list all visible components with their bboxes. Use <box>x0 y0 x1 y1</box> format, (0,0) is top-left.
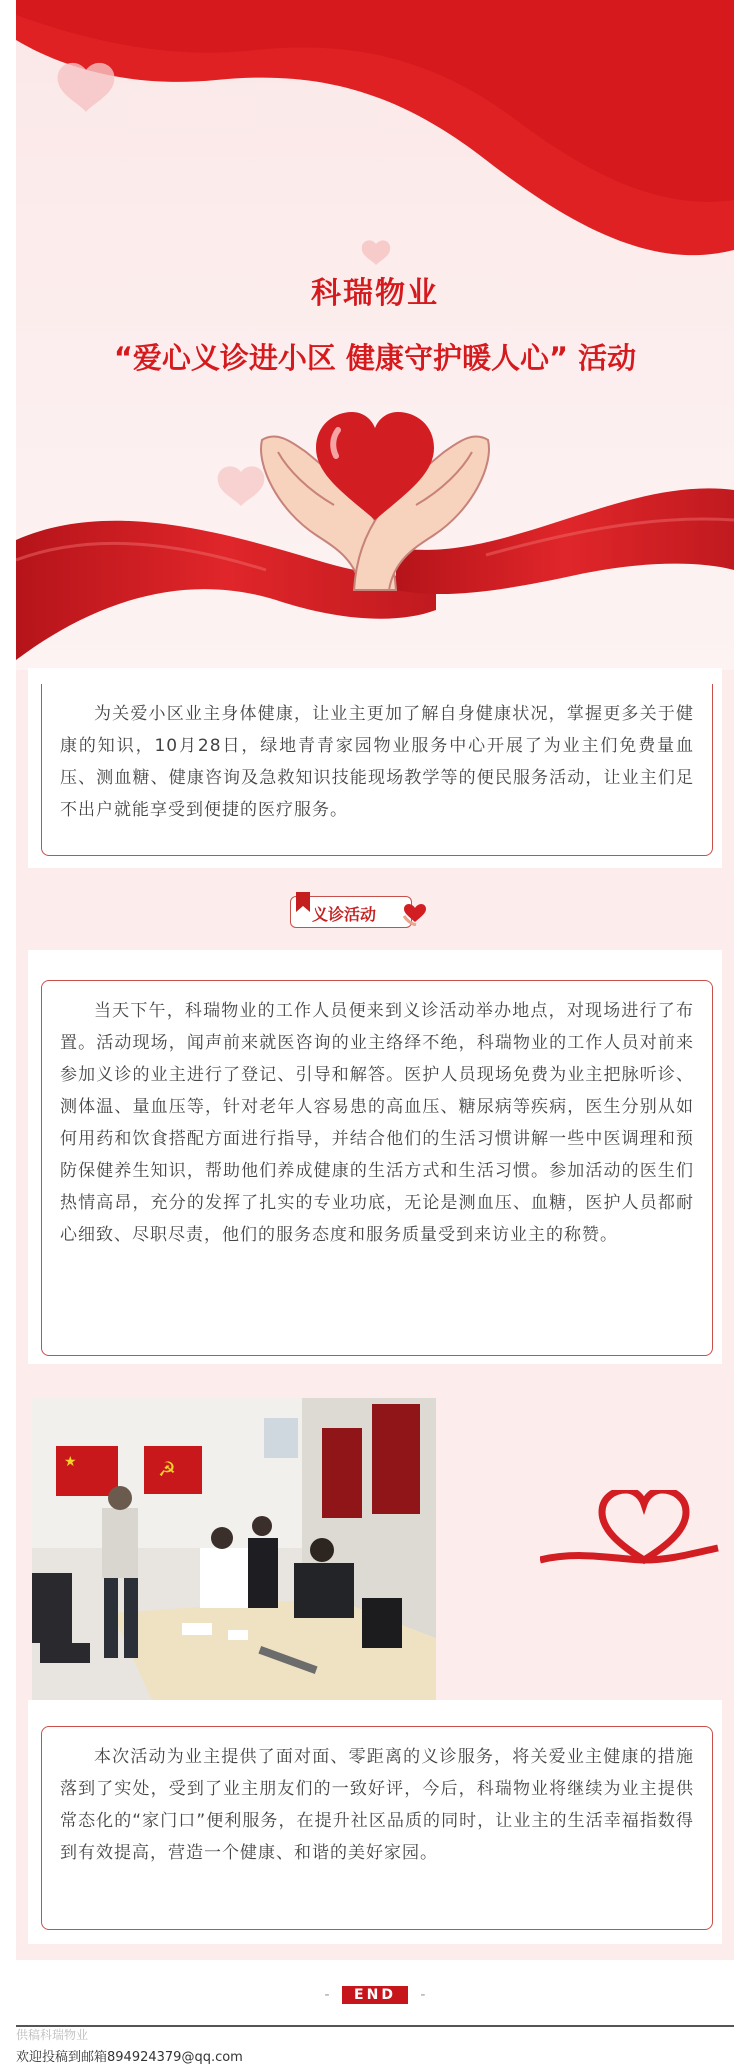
intro-box <box>41 684 713 856</box>
header-banner <box>16 0 734 670</box>
closing-box <box>41 1726 713 1930</box>
body-paragraph: 当天下午，科瑞物业的工作人员便来到义诊活动举办地点，对现场进行了布置。活动现场，闻声前来就医咨询的业主络绎不绝，科瑞物业的工作人员对前来参加义诊的业主进行了登记、引导和解答。医护人员现场免费为业主把脉听诊、测体温、量血压等，针对老年人容易患的高血压、糖尿病等疾病，医生分别从如何用药和饮食搭配方面进行指导，并结合他们的生活习惯讲解一些中医调理和预防保健养生知识，帮助他们养成健康的生活方式和生活习惯。参加活动的医生们热情高昂，充分的发挥了扎实的专业功底，无论是测血压、血糖，医护人员都耐心细致、尽职尽责，他们的服务态度和服务质量受到来访业主的称赞。 <box>60 1001 694 1245</box>
body-box <box>41 980 713 1356</box>
section-tag <box>290 892 428 932</box>
end-badge: END <box>342 1986 408 2004</box>
footer-divider <box>16 2025 734 2027</box>
footer-contact: 欢迎投稿到邮箱894924379@qq.com <box>16 2050 243 2065</box>
closing-paragraph: 本次活动为业主提供了面对面、零距离的义诊服务，将关爱业主健康的措施落到了实处，受到了业主朋友们的一致好评，今后，科瑞物业将继续为业主提供常态化的“家门口”便利服务，在提升社区品质的同时，让业主的生活幸福指数得到有效提高，营造一个健康、和谐的美好家园。 <box>60 1747 694 1863</box>
ribbon-heart-icon <box>540 1490 720 1600</box>
svg-text:☭: ☭ <box>158 1457 176 1481</box>
end-dash-left: - <box>324 1987 330 2003</box>
end-marker <box>0 1986 750 2004</box>
event-photo <box>32 1398 436 1700</box>
end-dash-right: - <box>420 1987 426 2003</box>
heart-hands-icon <box>402 904 428 926</box>
company-title: 科瑞物业 <box>311 276 439 311</box>
section-tag-label: 义诊活动 <box>312 905 377 924</box>
banner-graphic <box>16 0 734 670</box>
event-title: “爱心义诊进小区 健康守护暖人心” 活动 <box>113 341 637 375</box>
intro-paragraph: 为关爱小区业主身体健康，让业主更加了解自身健康状况，掌握更多关于健康的知识，10月28日，绿地青青家园物业服务中心开展了为业主们免费量血压、测血糖、健康咨询及急救知识技能现场教学等的便民服务活动，让业主们足不出户就能享受到便捷的医疗服务。 <box>60 704 694 820</box>
footer-source: 供稿科瑞物业 <box>16 2028 89 2042</box>
svg-text:★: ★ <box>64 1454 77 1470</box>
bookmark-icon <box>296 892 310 914</box>
